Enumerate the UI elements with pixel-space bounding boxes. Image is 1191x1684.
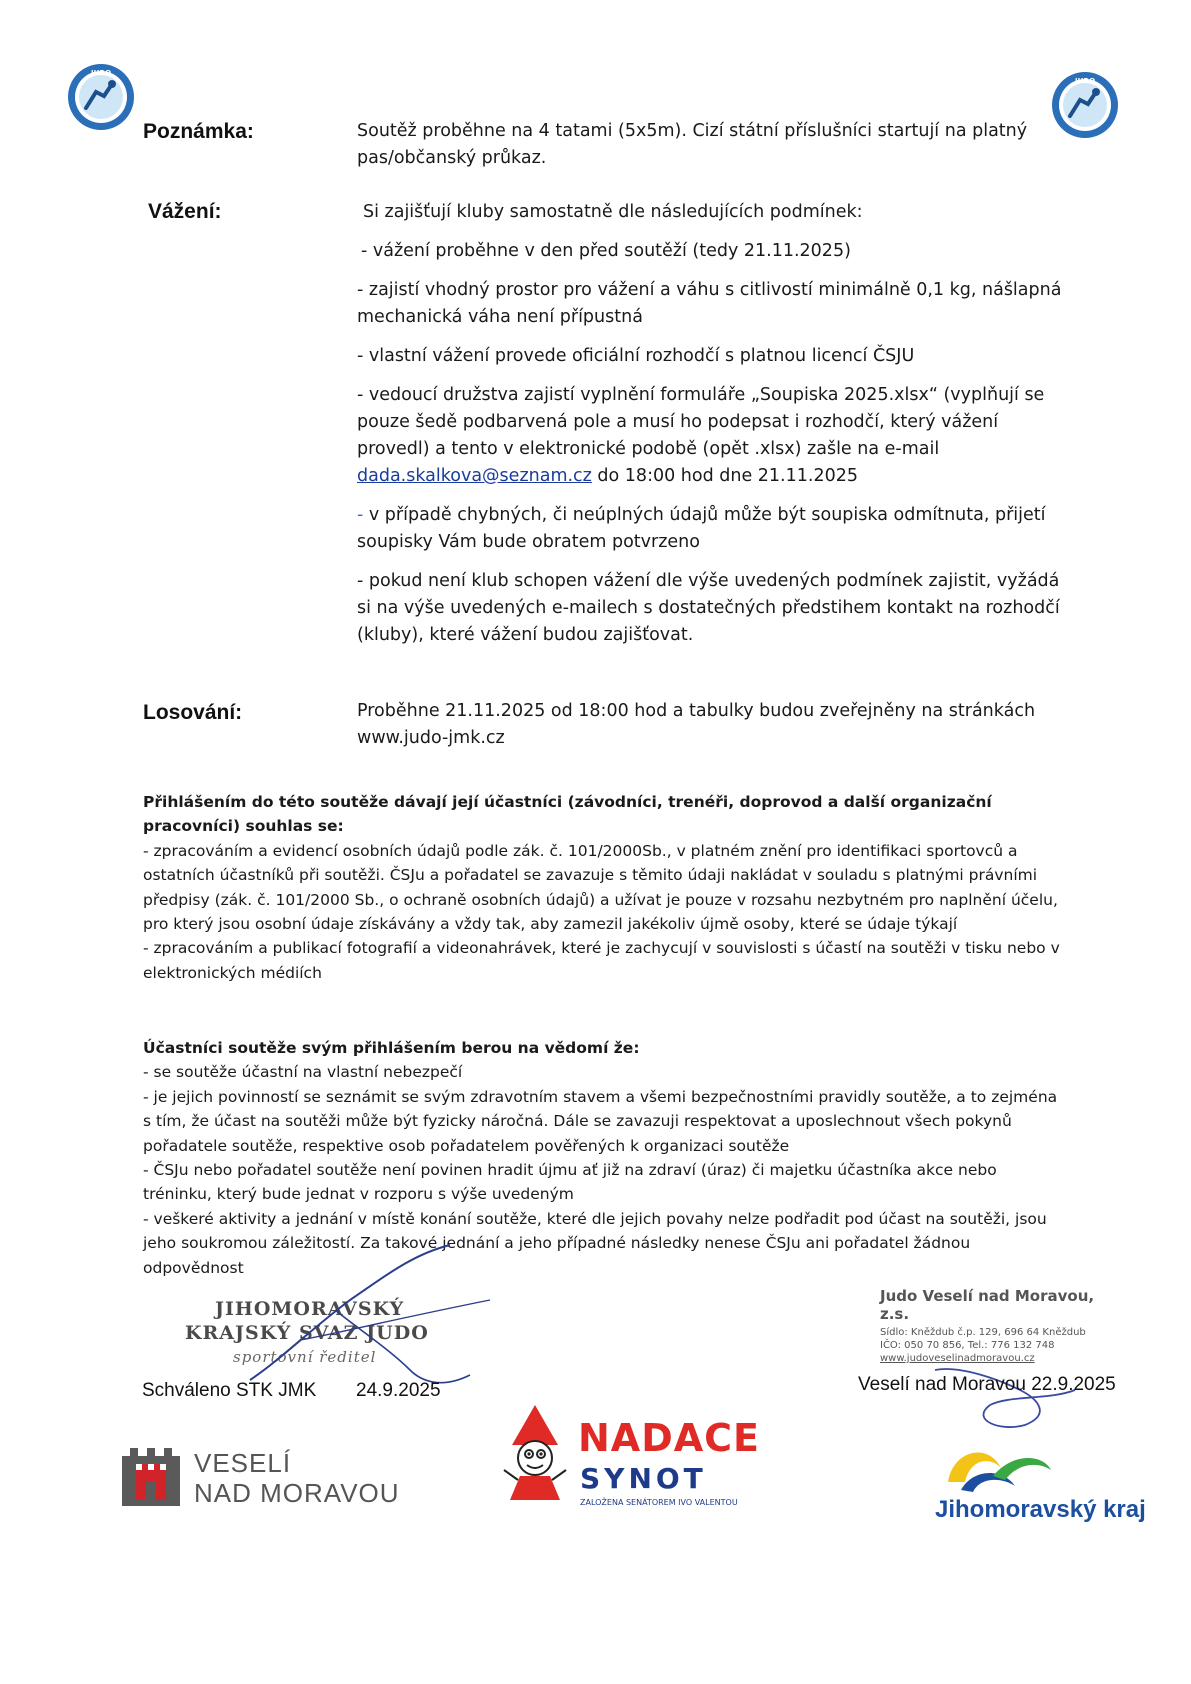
souhlas-item-1: - zpracováním a evidencí osobních údajů podle zák. č. 101/2000Sb., v platném znění pro identifikaci sportovců a ostatních účastníků při soutěži. ČSJu a pořadatel se zavazuje s těmito údaji nakládat v souladu s platnými právními předpisy (zák. č. 101/2000 Sb., o ochraně osobních údajů) a užívat je pouze v rozsahu nezbytném pro naplnění účelu, pro který jsou osobní údaje získávány a vždy tak, aby zamezil jakékoliv újmě osoby, které se údaje týkají bbox=[143, 841, 1058, 934]
nadace-title: NADACE bbox=[578, 1416, 761, 1460]
stamp-left-line1: JIHOMORAVSKÝ bbox=[215, 1298, 405, 1320]
nadace-subtitle: ZALOŽENA SENÁTOREM IVO VALENTOU bbox=[580, 1498, 738, 1507]
stamp-right bbox=[880, 1287, 1120, 1364]
poznamka-text: Soutěž proběhne na 4 tatami (5x5m). Cizí státní příslušníci startují na platný pas/občanský průkaz. bbox=[357, 121, 1028, 168]
vazeni-p5-text: - vedoucí družstva zajistí vyplnění formuláře „Soupiska 2025.xlsx“ (vyplňují se pouze šedě podbarvená pole a musí ho podepsat i rozhodčí, který vážení provedl) a tento v elektronické podobě (opět .xlsx) zašle na e-mail bbox=[357, 385, 1045, 459]
logo-veseli bbox=[122, 1448, 402, 1508]
approved-date: 24.9.2025 bbox=[356, 1380, 441, 1401]
souhlas-heading: Přihlášením do této soutěže dávají její účastníci (závodníci, trenéři, doprovod a další organizační pracovníci) souhlas se: bbox=[143, 793, 992, 836]
synot-title: SYNOT bbox=[580, 1462, 707, 1495]
vazeni-p1: Si zajišťují kluby samostatně dle následujících podmínek: bbox=[363, 202, 863, 222]
vedomi-item-4: - veškeré aktivity a jednání v místě konání soutěže, které dle jejich povahy nelze podřadit pod účast na soutěži, jsou jeho soukromou záležitostí. Za takové jednání a jeho případné následky nenese ČSJu ani pořadatel žádnou odpovědnost bbox=[143, 1209, 1047, 1277]
vazeni-p7: - pokud není klub schopen vážení dle výše uvedených podmínek zajistit, vyžádá si na výše uvedených e-mailech s dostatečných předstihem kontakt na rozhodčí (kluby), které vážení budou zajišťovat. bbox=[357, 571, 1060, 645]
logo-nadace-synot bbox=[500, 1400, 761, 1510]
losovani-label: Losování: bbox=[143, 701, 243, 724]
approved-by: Schváleno STK JMK bbox=[142, 1380, 317, 1401]
vazeni-label: Vážení: bbox=[148, 200, 222, 223]
svg-text:JUDO: JUDO bbox=[90, 69, 112, 77]
signature-left bbox=[240, 1240, 500, 1400]
vazeni-p5 bbox=[357, 382, 1067, 490]
stamp-left-line3: sportovní ředitel bbox=[233, 1348, 377, 1366]
svg-text:JUDO: JUDO bbox=[1074, 77, 1096, 85]
veseli-line2: NAD MORAVOU bbox=[194, 1478, 400, 1508]
losovani-text bbox=[357, 698, 1077, 752]
veseli-line1: VESELÍ bbox=[194, 1448, 292, 1478]
vedomi-heading: Účastníci soutěže svým přihlášením berou na vědomí že: bbox=[143, 1039, 640, 1057]
vazeni-p4: - vlastní vážení provede oficiální rozhodčí s platnou licencí ČSJU bbox=[357, 346, 915, 366]
judo-club-logo-icon bbox=[66, 62, 136, 132]
souhlas-section bbox=[143, 790, 1063, 985]
location-date: Veselí nad Moravou 22.9.2025 bbox=[858, 1374, 1116, 1395]
logo-jihomoravsky-kraj bbox=[935, 1440, 1160, 1530]
kraj-title: Jihomoravský kraj bbox=[935, 1496, 1146, 1523]
poznamka-label: Poznámka: bbox=[143, 120, 254, 143]
vazeni-section bbox=[357, 199, 1067, 661]
signature-right bbox=[930, 1360, 1080, 1440]
email-link[interactable]: dada.skalkova@seznam.cz bbox=[357, 466, 592, 486]
vazeni-p2: - vážení proběhne v den před soutěží (tedy 21.11.2025) bbox=[361, 241, 851, 261]
stamp-right-line3: IČO: 050 70 856, Tel.: 776 132 748 bbox=[880, 1340, 1055, 1351]
mascot-icon bbox=[500, 1400, 570, 1510]
souhlas-item-2: - zpracováním a publikací fotografií a videonahrávek, které je zachycují v souvislosti s účastí na soutěži v tisku nebo v elektronických médiích bbox=[143, 939, 1060, 982]
stamp-right-line4: www.judoveselinadmoravou.cz bbox=[880, 1353, 1035, 1364]
stamp-right-line2: Sídlo: Kněždub č.p. 129, 696 64 Kněždub bbox=[880, 1327, 1086, 1338]
stamp-left-line2: KRAJSKÝ SVAZ JUDO bbox=[185, 1322, 429, 1344]
vedomi-item-2: - je jejich povinností se seznámit se svým zdravotním stavem a všemi bezpečnostními pravidly soutěže, a to zejména s tím, že účast na soutěži může být fyzicky náročná. Dále se zavazuji respektovat a uposlechnout všech pokynů pořadatele soutěže, respektive osob pořadatelem pověřených k organizaci soutěže bbox=[143, 1087, 1058, 1155]
judo-logo-right bbox=[1050, 70, 1120, 140]
vazeni-p6 bbox=[357, 502, 1067, 556]
stamp-right-line1: Judo Veselí nad Moravou, z.s. bbox=[880, 1287, 1095, 1323]
vedomi-item-1: - se soutěže účastní na vlastní nebezpečí bbox=[143, 1063, 463, 1082]
castle-icon bbox=[122, 1448, 180, 1506]
judo-club-logo-icon bbox=[1050, 70, 1120, 140]
vedomi-item-3: - ČSJu nebo pořadatel soutěže není povinen hradit újmu ať již na zdraví (úraz) či majetku účastníka akce nebo tréninku, který bude jednat v rozporu s výše uvedeným bbox=[143, 1161, 997, 1204]
losovani-website[interactable]: www.judo-jmk.cz bbox=[357, 728, 505, 748]
losovani-text-line1: Proběhne 21.11.2025 od 18:00 hod a tabulky budou zveřejněny na stránkách bbox=[357, 701, 1036, 721]
vazeni-p6-text: v případě chybných, či neúplných údajů může být soupiska odmítnuta, přijetí soupisky Vám bude obratem potvrzeno bbox=[357, 505, 1046, 552]
vazeni-p6-dash: - bbox=[357, 505, 364, 525]
judo-logo-left bbox=[66, 62, 136, 132]
kraj-emblem-icon bbox=[943, 1440, 1053, 1496]
vazeni-p3: - zajistí vhodný prostor pro vážení a váhu s citlivostí minimálně 0,1 kg, nášlapná mechanická váha není přípustná bbox=[357, 280, 1062, 327]
vazeni-p5-deadline: do 18:00 hod dne 21.11.2025 bbox=[591, 466, 858, 486]
